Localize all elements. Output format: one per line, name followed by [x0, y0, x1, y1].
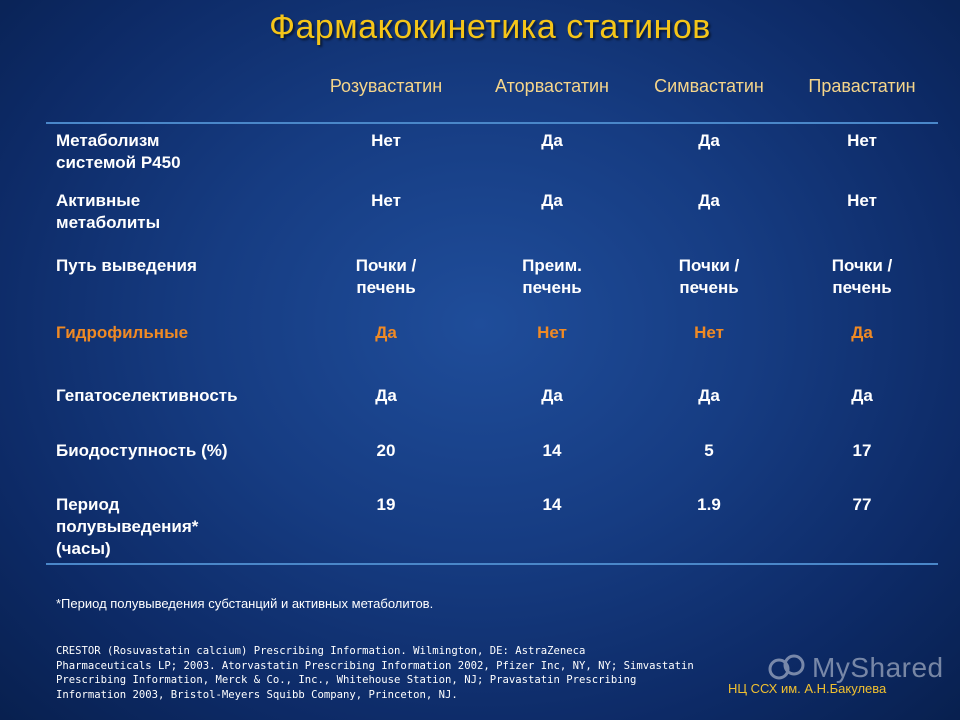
footnote: *Период полувыведения субстанций и активных метаболитов. [56, 596, 434, 611]
table-cell: Да [698, 386, 720, 405]
table-cell: Нет [537, 323, 567, 342]
credit-text: НЦ ССХ им. А.Н.Бакулева [728, 681, 887, 696]
row-label: Активные метаболиты [56, 191, 161, 232]
table-cell: 1.9 [697, 495, 721, 514]
column-header-rosuvastatin: Розувастатин [329, 76, 443, 96]
table-cell: 14 [542, 495, 562, 514]
table-top-rule [46, 122, 938, 124]
table-cell: Нет [847, 191, 877, 210]
table-cell: 17 [852, 441, 872, 460]
myshared-logo-icon [768, 653, 806, 683]
table-cell: Да [698, 131, 720, 150]
table-cell: Почки / печень [831, 256, 893, 297]
row-label: Путь выведения [56, 256, 197, 275]
column-header-simvastatin: Симвастатин [654, 76, 764, 96]
watermark [768, 652, 944, 684]
table-cell: Почки / печень [355, 256, 417, 297]
reference-line: Information 2003, Bristol-Meyers Squibb Company, Princeton, NJ. [56, 688, 458, 701]
table-cell: 19 [376, 495, 396, 514]
row-label: Период полувыведения* (часы) [56, 495, 199, 558]
table-bottom-rule [46, 563, 938, 565]
table-cell: 20 [376, 441, 396, 460]
table-cell: Нет [694, 323, 724, 342]
column-header-pravastatin: Правастатин [808, 76, 916, 96]
table-cell: 14 [542, 441, 562, 460]
row-label: Гепатоселективность [56, 386, 238, 405]
row-label: Метаболизм системой P450 [56, 131, 181, 172]
table-cell: Почки / печень [678, 256, 740, 297]
table-cell: Преим. печень [522, 256, 582, 297]
table-cell: Да [698, 191, 720, 210]
table-cell: Да [851, 323, 873, 342]
references [56, 644, 756, 702]
table-cell: Да [851, 386, 873, 405]
table-cell: Нет [371, 191, 401, 210]
reference-line: Prescribing Information, Merck & Co., Inc., Whitehouse Station, NJ; Pravastatin Prescribing [56, 674, 637, 686]
table-cell: Нет [371, 131, 401, 150]
table-cell: Да [541, 131, 563, 150]
table-cell: 77 [852, 495, 872, 514]
row-label: Биодоступность (%) [56, 441, 228, 460]
reference-line: Pharmaceuticals LP; 2003. Atorvastatin Prescribing Information 2002, Pfizer Inc, NY, NY; Simvastatin [56, 659, 694, 672]
table-cell: 5 [704, 441, 714, 460]
column-header-atorvastatin: Аторвастатин [495, 76, 609, 96]
reference-line: CRESTOR (Rosuvastatin calcium) Prescribing Information. Wilmington, DE: AstraZeneca [56, 645, 586, 657]
table-cell: Да [541, 386, 563, 405]
watermark-text: MyShared [812, 652, 944, 683]
table-cell: Да [375, 323, 397, 342]
table-cell: Да [541, 191, 563, 210]
table-cell: Да [375, 386, 397, 405]
row-label: Гидрофильные [56, 323, 189, 342]
slide-title: Фармакокинетика статинов [269, 8, 711, 46]
table-cell: Нет [847, 131, 877, 150]
